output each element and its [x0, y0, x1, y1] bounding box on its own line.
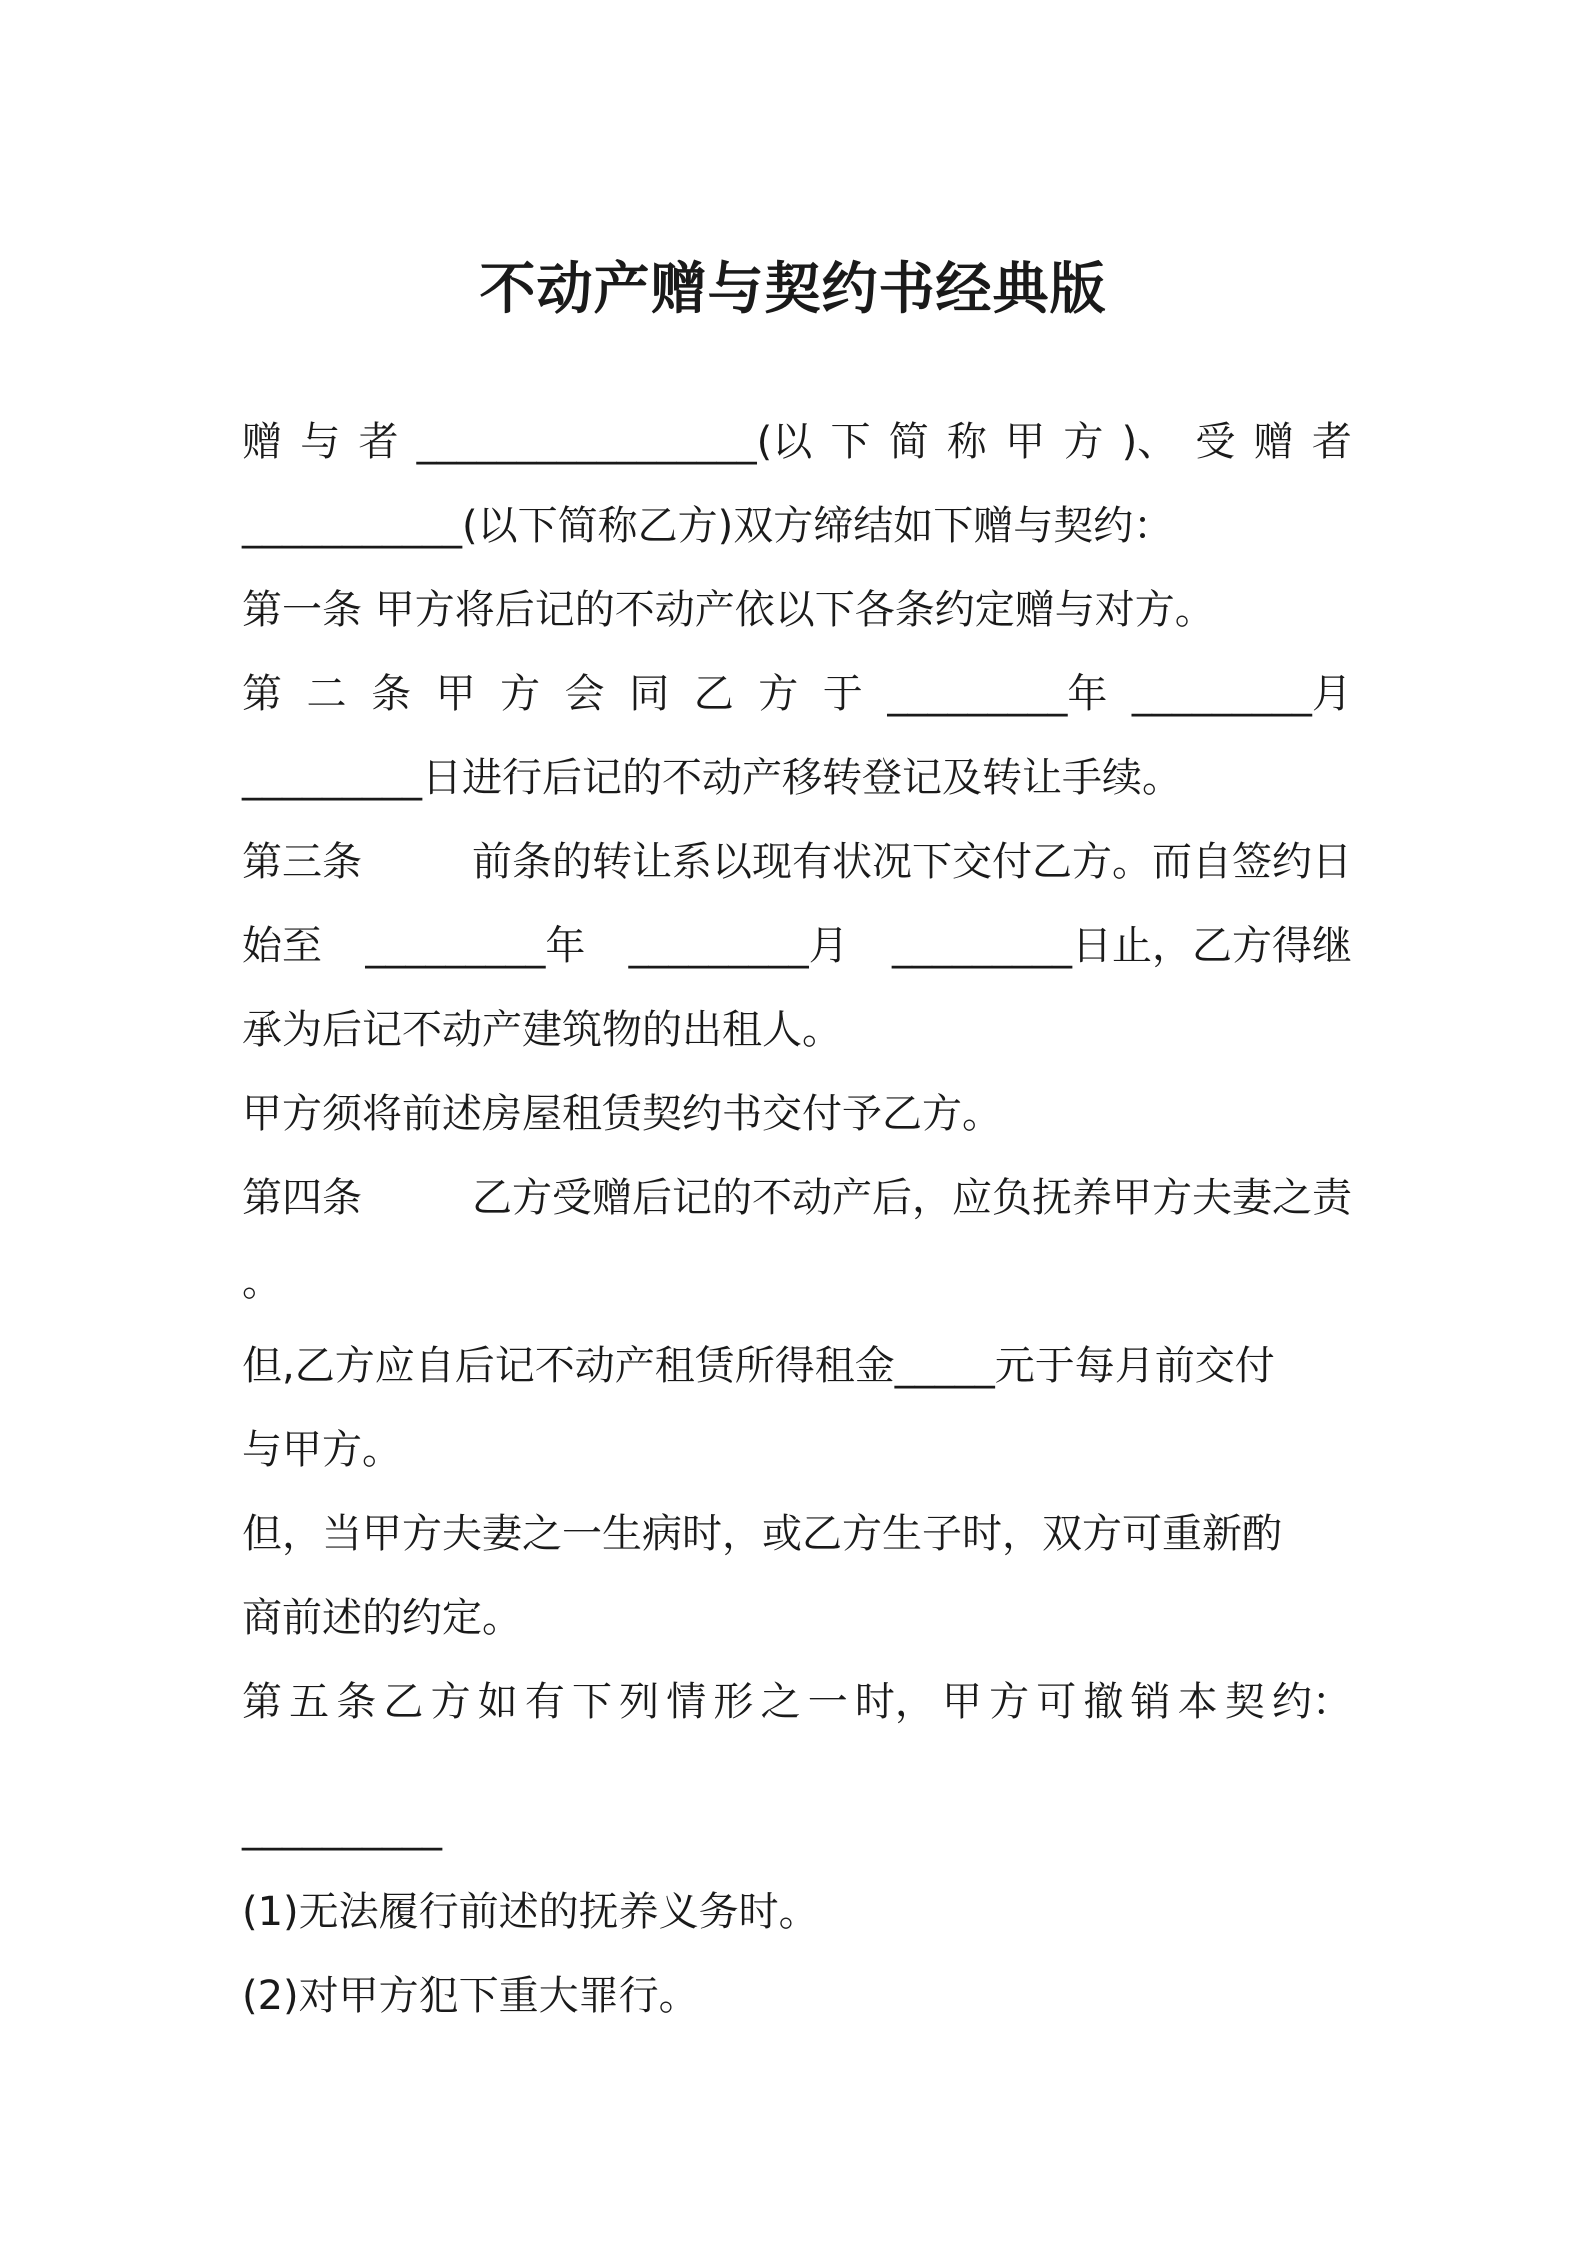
paragraph-spacer — [242, 1744, 1352, 1786]
text-segment: _________年 — [887, 671, 1108, 717]
text-segment: 与 — [300, 419, 341, 465]
text-segment: 方 — [758, 671, 799, 717]
text-segment: 方 — [430, 1679, 471, 1725]
text-line: __________ — [242, 1805, 442, 1851]
text-segment: 撤 — [1083, 1679, 1124, 1725]
text-line — [242, 1156, 1352, 1240]
text-line: 承为后记不动产建筑物的出租人。 — [242, 1007, 842, 1053]
text-line: 。 — [242, 1259, 282, 1305]
text-line: 商前述的约定。 — [242, 1595, 522, 1641]
text-segment: 甲 — [1005, 419, 1046, 465]
text-segment: _________月 — [628, 923, 849, 969]
text-line: 与甲方。 — [242, 1427, 402, 1473]
text-segment: 方 — [1063, 419, 1104, 465]
text-segment: 五 — [289, 1679, 330, 1725]
document-body — [242, 400, 1352, 2038]
text-segment: 者 — [1311, 419, 1352, 465]
text-segment: 但,乙方应自后记不动产租赁所得租金_____元于每月前交付 — [242, 1343, 1275, 1389]
text-segment: 甲 — [435, 671, 476, 717]
text-segment: 第三条 — [242, 839, 362, 885]
text-segment: 形 — [713, 1679, 754, 1725]
text-segment: 甲 — [941, 1679, 982, 1725]
text-line: 甲方须将前述房屋租赁契约书交付予乙方。 — [242, 1091, 1002, 1137]
text-segment: 乙方受赠后记的不动产后，应负抚养甲方夫妻之责 — [472, 1175, 1352, 1221]
text-line: ___________(以下简称乙方)双方缔结如下赠与契约： — [242, 503, 1174, 549]
text-segment: 第 — [242, 671, 282, 717]
text-segment: 二 — [306, 671, 347, 717]
text-segment: 始至 — [242, 923, 322, 969]
text-segment: 下 — [571, 1679, 612, 1725]
text-segment: 销 — [1130, 1679, 1171, 1725]
text-segment: 一 — [807, 1679, 848, 1725]
text-segment: _________日止，乙方得继 — [891, 923, 1352, 969]
text-line — [242, 652, 1352, 736]
document-title: 不动产赠与契约书经典版 — [479, 257, 1107, 322]
text-segment: 同 — [629, 671, 670, 717]
text-segment: 条 — [336, 1679, 377, 1725]
text-segment: 时， — [854, 1679, 935, 1725]
text-segment: 前条的转让系以现有状况下交付乙方。而自签约日 — [472, 839, 1352, 885]
text-segment: )、 — [1121, 419, 1178, 465]
text-segment: 受 — [1195, 419, 1236, 465]
text-segment: 之 — [760, 1679, 801, 1725]
text-segment: 第四条 — [242, 1175, 362, 1221]
text-segment: 方 — [500, 671, 541, 717]
text-line — [242, 820, 1352, 904]
text-line — [242, 1492, 1352, 1576]
text-segment: 赠 — [1253, 419, 1294, 465]
text-segment: 第 — [242, 1679, 282, 1725]
text-segment: 乙 — [693, 671, 734, 717]
text-line: (2)对甲方犯下重大罪行。 — [242, 1973, 699, 2019]
text-segment: 下 — [830, 419, 871, 465]
text-line: _________日进行后记的不动产移转登记及转让手续。 — [242, 755, 1182, 801]
text-segment: 可 — [1036, 1679, 1077, 1725]
text-segment: 契 — [1224, 1679, 1265, 1725]
text-segment: 条 — [371, 671, 412, 717]
text-line — [242, 904, 1352, 988]
text-segment: 约： — [1271, 1679, 1352, 1725]
text-segment: 如 — [477, 1679, 518, 1725]
text-segment: 但，当甲方夫妻之一生病时，或乙方生子时，双方可重新酌 — [242, 1511, 1282, 1557]
text-segment: 于 — [822, 671, 863, 717]
text-segment: 赠 — [242, 419, 282, 465]
text-segment: 乙 — [383, 1679, 424, 1725]
text-segment: 本 — [1177, 1679, 1218, 1725]
text-segment: 情 — [666, 1679, 707, 1725]
text-segment: 会 — [564, 671, 605, 717]
text-line — [242, 1660, 1352, 1744]
text-line — [242, 400, 1352, 484]
text-line: 第一条 甲方将后记的不动产依以下各条约定赠与对方。 — [242, 587, 1215, 633]
text-segment: _________年 — [365, 923, 586, 969]
text-line: (1)无法履行前述的抚养义务时。 — [242, 1889, 819, 1935]
text-segment: 者 — [358, 419, 399, 465]
text-segment: 简 — [888, 419, 929, 465]
text-line — [242, 1324, 1352, 1408]
text-segment: 有 — [524, 1679, 565, 1725]
text-segment: 列 — [619, 1679, 660, 1725]
text-segment: 称 — [946, 419, 987, 465]
text-segment: 方 — [989, 1679, 1030, 1725]
text-segment: _________________(以 — [416, 419, 813, 465]
text-segment: _________月 — [1131, 671, 1352, 717]
